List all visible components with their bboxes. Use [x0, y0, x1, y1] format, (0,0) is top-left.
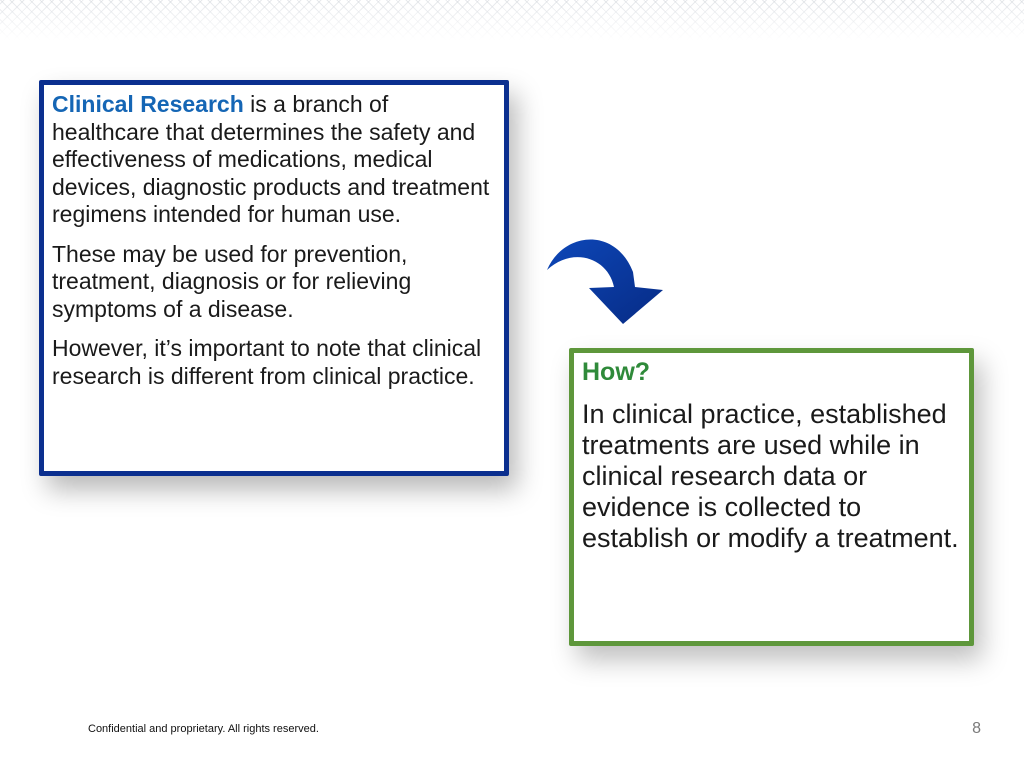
curved-arrow-down-right-icon — [545, 232, 667, 326]
definition-paragraph — [52, 91, 496, 229]
distinction-paragraph: However, it’s important to note that clinical research is different from clinical practice. — [52, 335, 482, 389]
how-box — [569, 348, 974, 646]
confidential-note: Confidential and proprietary. All rights reserved. — [88, 723, 319, 735]
page-number: 8 — [972, 720, 981, 737]
usage-paragraph: These may be used for prevention, treatment, diagnosis or for relieving symptoms of a disease. — [52, 240, 412, 322]
how-title: How? — [582, 358, 651, 386]
how-text: In clinical practice, established treatments are used while in clinical research data or evidence is collected to establish or modify a treatment. — [582, 399, 959, 553]
clinical-research-term: Clinical Research — [52, 91, 244, 117]
definition-box — [39, 80, 509, 476]
header-pattern — [0, 0, 1024, 40]
definition-text: is a branch of healthcare that determines the safety and effectiveness of medications, medical devices, diagnostic products and treatment regimens intended for human use. — [52, 91, 490, 227]
